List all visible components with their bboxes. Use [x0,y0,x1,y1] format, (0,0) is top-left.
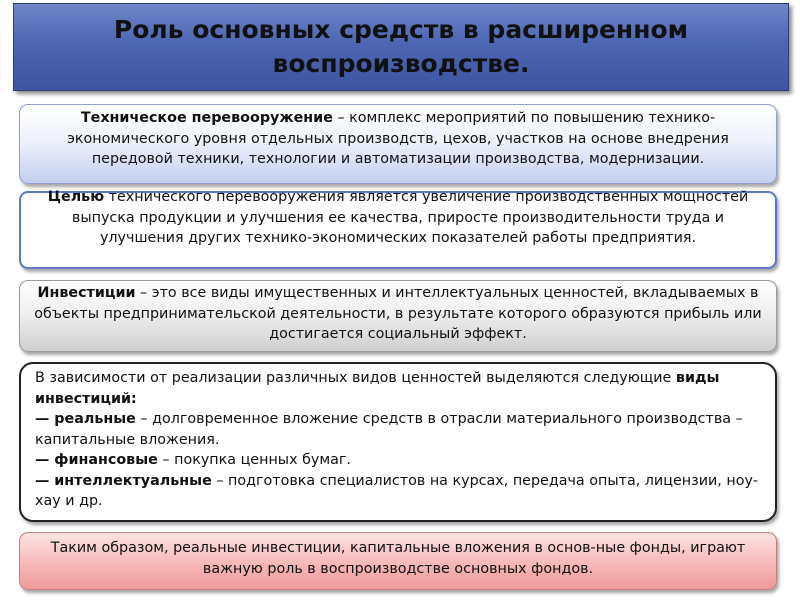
investment-types-box [19,362,777,522]
investment-type-financial: — финансовые – покупка ценных бумаг. [35,452,351,468]
title-banner [13,3,789,91]
term-goal: Целью [47,189,105,205]
investments-text: – это все виды имущественных и интеллектуальных ценностей, вкладываемых в объекты предпринимательской деятельности, в результате которого образуются прибыль или достигается социальный эффект. [34,285,762,342]
slide-title: Роль основных средств в расширенном воспроизводстве. [113,15,689,78]
investments-definition [19,280,777,352]
term-technical-reequipment: Техническое перевооружение [80,110,333,126]
term-investments: Инвестиции [37,285,136,301]
investment-type-real: — реальные – долговременное вложение средств в отрасли материального производства – капитальные вложения. [35,411,743,448]
investment-types-heading: виды инвестиций: [35,370,720,407]
investment-types-intro: В зависимости от реализации различных видов ценностей выделяются следующие виды инвестиций: [35,370,720,407]
technical-reequipment-text: – комплекс мероприятий по повышению технико-экономического уровня отдельных производств, цехов, участков на основе внедрения передовой техники, технологии и автоматизации производства, модернизации. [67,110,729,167]
conclusion-box [19,532,777,590]
term-intellectual: интеллектуальные [54,472,212,489]
conclusion-text: Таким образом, реальные инвестиции, капитальные вложения в основ-ные фонды, играют важную роль в воспроизводстве основных фондов. [50,540,746,577]
goal-text: технического перевооружения является увеличение производственных мощностей выпуска продукции и улучшения ее качества, приросте производительности труда и улучшения других технико-экономических показателей работы предприятия. [71,189,749,246]
technical-reequipment-definition [19,104,777,184]
reequipment-goal-box [19,191,777,269]
goal-paragraph [31,187,765,249]
term-real: реальные [54,411,136,427]
term-financial: финансовые [54,452,158,468]
investment-type-intellectual: — интеллектуальные – подготовка специалистов на курсах, передача опыта, лицензии, ноу-хау и др. [35,472,759,509]
